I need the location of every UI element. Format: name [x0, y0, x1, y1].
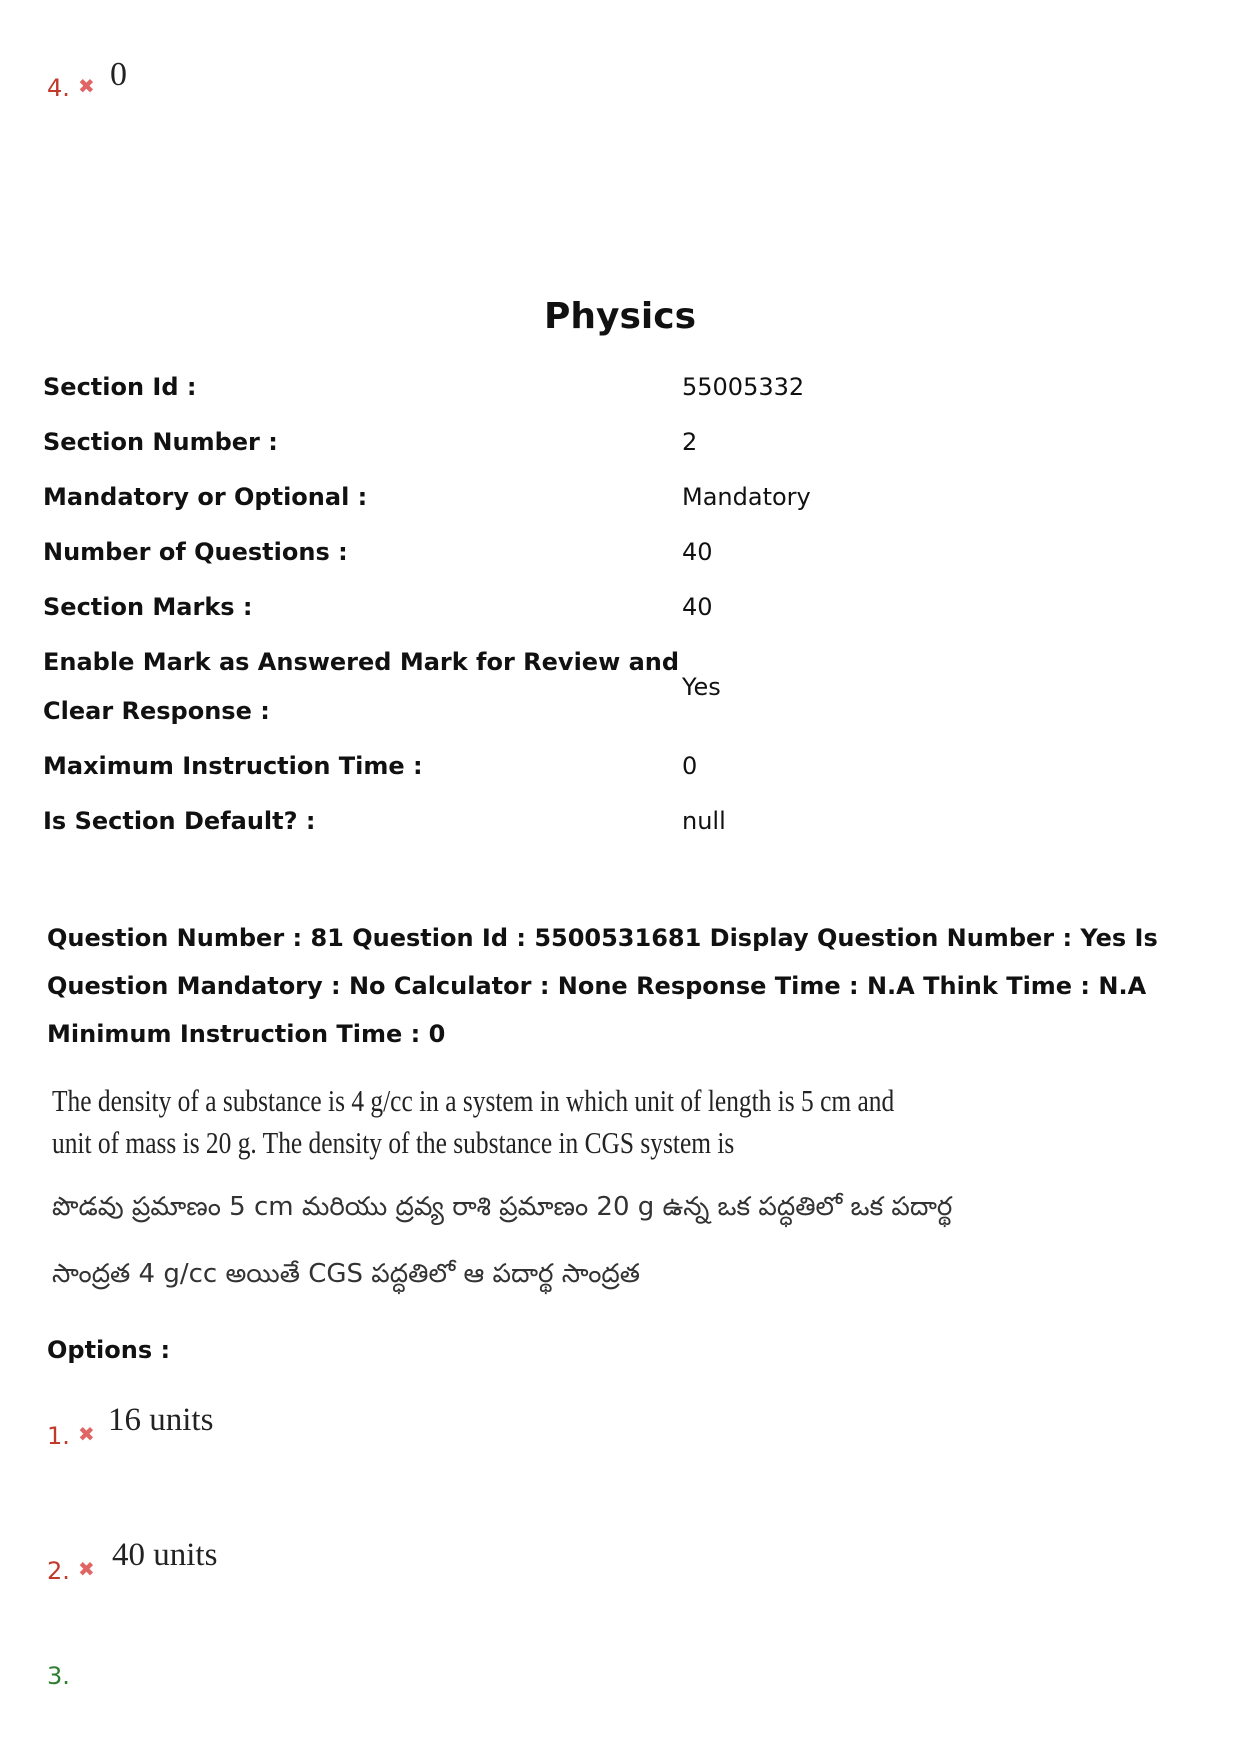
option-1-value: 16 units [108, 1402, 214, 1438]
cross-icon: ✖ [78, 1422, 95, 1446]
options-label: Options : [47, 1336, 171, 1364]
section-marks-label: Section Marks : [43, 593, 253, 621]
mandatory-value: Mandatory [682, 483, 811, 511]
enable-mark-value: Yes [682, 673, 721, 701]
cross-icon: ✖ [78, 1557, 95, 1581]
option-number: 4. [47, 74, 70, 102]
option-2-number: 2. [47, 1557, 70, 1585]
section-default-value: null [682, 807, 726, 835]
section-number-label: Section Number : [43, 428, 278, 456]
mandatory-label: Mandatory or Optional : [43, 483, 368, 511]
section-id-label: Section Id : [43, 373, 197, 401]
option-value: 0 [110, 56, 127, 93]
option-1-number: 1. [47, 1422, 70, 1450]
section-default-label: Is Section Default? : [43, 807, 316, 835]
section-number-value: 2 [682, 428, 698, 456]
option-2-value: 40 units [112, 1537, 218, 1573]
num-questions-value: 40 [682, 538, 713, 566]
option-3-number: 3. [47, 1662, 70, 1690]
question-telugu-line1: పొడవు ప్రమాణం 5 cm మరియు ద్రవ్య రాశి ప్రమాణం 20 g ఉన్న ఒక పద్ధతిలో ఒక పదార్థ [52, 1192, 953, 1222]
prev-option-4 [47, 74, 70, 102]
cross-icon: ✖ [78, 74, 95, 98]
question-telugu-line2: సాంద్రత 4 g/cc అయితే CGS పద్ధతిలో ఆ పదార్థ సాంద్రత [52, 1259, 640, 1289]
enable-mark-label-line1: Enable Mark as Answered Mark for Review and [43, 648, 680, 676]
enable-mark-label-line2: Clear Response : [43, 697, 270, 725]
question-text-line2: unit of mass is 20 g. The density of the substance in CGS system is [52, 1125, 735, 1160]
section-id-value: 55005332 [682, 373, 805, 401]
num-questions-label: Number of Questions : [43, 538, 348, 566]
question-meta: Question Number : 81 Question Id : 5500531681 Display Question Number : Yes Is Question Mandatory : No Calculator : None Response Time : N.A Think Time : N.A Minimum Instruction Time : 0 [47, 924, 1158, 1048]
max-instruction-value: 0 [682, 752, 698, 780]
section-title: Physics [543, 296, 696, 337]
question-text-line1: The density of a substance is 4 g/cc in a system in which unit of length is 5 cm and [52, 1083, 895, 1118]
section-marks-value: 40 [682, 593, 713, 621]
max-instruction-label: Maximum Instruction Time : [43, 752, 423, 780]
